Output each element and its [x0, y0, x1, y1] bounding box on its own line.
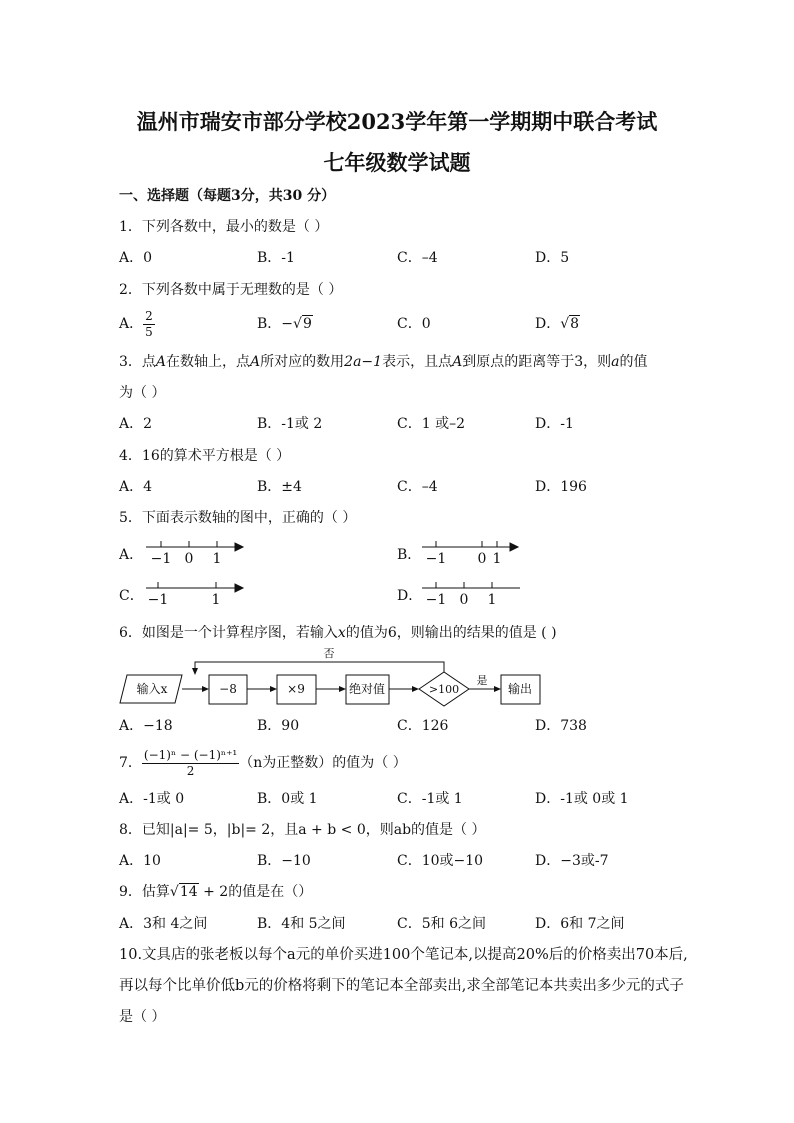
q4-option-d: D．196 [535, 479, 587, 495]
var-x: x [337, 625, 346, 641]
q6-text: 的值为6，则输出的结果的值是 ( ) [345, 625, 557, 641]
tick-label: 0 [459, 592, 469, 608]
q3-text: 所对应的数用 [260, 354, 345, 370]
exam-subtitle: 七年级数学试题 [323, 150, 471, 175]
q8-option-c: C．10或−10 [397, 853, 484, 869]
q4-option-b: B．±4 [257, 479, 302, 495]
arrow-icon [235, 543, 243, 551]
q4-option-a: A．4 [119, 479, 153, 495]
tick-label: 1 [211, 592, 221, 608]
flow-step1-label: −8 [219, 682, 237, 696]
radicand: 8 [570, 316, 580, 332]
q9-option-a: A．3和 4之间 [119, 916, 208, 932]
tick-label: −1 [425, 592, 447, 608]
tick-label: 1 [212, 551, 222, 567]
fraction-denominator: 2 [186, 763, 195, 778]
var-A: A [155, 354, 167, 370]
q3-text: 3．点 [119, 354, 156, 370]
question-10-line1: 10.文具店的张老板以每个a元的单价买进100个笔记本,以提高20%后的价格卖出70本后, [119, 947, 688, 963]
q5-option-d-label: D． [397, 588, 423, 604]
q5-option-b-label: B． [397, 547, 422, 563]
q6-option-b: B．90 [257, 718, 300, 734]
flow-input-label: 输入x [136, 682, 168, 696]
q8-option-a: A．10 [119, 853, 161, 869]
numberline-a [146, 541, 243, 551]
q5-option-a-label: A． [119, 547, 144, 563]
arrow-icon [202, 686, 209, 692]
q8-option-b: B．−10 [257, 853, 311, 869]
q1-option-a: A．0 [119, 250, 153, 266]
q3-text: 的值 [619, 354, 648, 370]
expression: 2a−1 [344, 354, 383, 370]
question-2-stem: 2．下列各数中属于无理数的是（ ） [119, 282, 343, 298]
q7-option-c: C．-1或 1 [397, 791, 463, 807]
question-8-stem: 8．已知|a|= 5，|b|= 2，且a + b < 0，则ab的值是（ ） [119, 822, 486, 838]
fraction-denominator: 5 [145, 324, 153, 339]
question-6-stem [119, 623, 557, 643]
q3-text: 在数轴上，点 [166, 354, 251, 370]
arrow-icon [235, 584, 243, 592]
q7-fraction [142, 748, 239, 779]
q9-option-b: B．4和 5之间 [257, 916, 346, 932]
q3-option-c: C．1 或–2 [397, 416, 465, 432]
question-9-stem [119, 882, 312, 902]
fraction-numerator: (−1)ⁿ − (−1)ⁿ⁺¹ [143, 747, 238, 762]
q9-text: + 2的值是在（） [198, 884, 313, 900]
q9-text: 9．估算 [119, 884, 170, 900]
q3-option-a: A．2 [119, 416, 153, 432]
q7-text: （n为正整数）的值为（ ） [239, 755, 407, 771]
q7-option-a: A．-1或 0 [119, 791, 185, 807]
var-A: A [452, 354, 463, 370]
q3-option-d: D．-1 [535, 416, 574, 432]
question-4-stem: 4．16的算术平方根是（ ） [119, 448, 291, 464]
question-7-stem [119, 744, 407, 782]
numberline-c [146, 582, 243, 592]
arrow-icon [192, 668, 198, 675]
question-10-line2: 再以每个比单价低b元的价格将剩下的笔记本全部卖出,求全部笔记本共卖出多少元的式子 [119, 978, 684, 994]
var-a: a [611, 354, 620, 370]
q3-text: 表示，且点 [382, 354, 453, 370]
q5-option-c-label: C． [119, 588, 144, 604]
question-10-line3: 是（ ） [119, 1009, 166, 1025]
minus-sign: − [281, 316, 294, 332]
sqrt-icon: √ [293, 316, 302, 332]
flow-condition-label: >100 [428, 683, 460, 696]
arrow-icon [412, 686, 419, 692]
q9-option-c: C．5和 6之间 [397, 916, 486, 932]
q2-option-d-label: D． [535, 316, 561, 332]
flow-step2-label: ×9 [287, 682, 305, 696]
flow-yes-label: 是 [476, 674, 488, 687]
q1-option-d: D．5 [535, 250, 570, 266]
numberline-b [422, 541, 518, 551]
q4-option-c: C．–4 [397, 479, 438, 495]
q7-option-d: D．-1或 0或 1 [535, 791, 629, 807]
flow-step3-label: 绝对值 [348, 682, 386, 696]
q1-option-b: B．-1 [257, 250, 295, 266]
tick-label: 1 [487, 592, 497, 608]
tick-label: 1 [492, 551, 502, 567]
arrow-icon [510, 543, 518, 551]
radicand: 14 [179, 884, 198, 900]
radicand: 9 [302, 316, 312, 332]
fraction-numerator: 2 [145, 308, 153, 323]
tick-label: −1 [150, 551, 172, 567]
question-3-stem-line2: 为（ ） [119, 385, 166, 401]
q2-option-a-label: A． [119, 316, 144, 332]
q8-option-d: D．−3或-7 [535, 853, 609, 869]
flow-no-label: 否 [323, 647, 335, 660]
var-A: A [250, 354, 261, 370]
question-1-stem: 1．下列各数中，最小的数是（ ） [119, 219, 329, 235]
tick-label: 0 [477, 551, 487, 567]
tick-label: −1 [147, 592, 169, 608]
q2-option-b-label: B． [257, 316, 282, 332]
q6-option-d: D．738 [535, 718, 587, 734]
q6-option-a: A．−18 [119, 718, 173, 734]
flow-loop-line [195, 662, 444, 672]
section-heading: 一、选择题（每题3分，共30 分） [119, 188, 336, 204]
question-5-stem: 5．下面表示数轴的图中，正确的（ ） [119, 510, 357, 526]
sqrt-icon: √ [560, 316, 570, 332]
q3-option-b: B．-1或 2 [257, 416, 323, 432]
q6-text: 6．如图是一个计算程序图，若输入 [119, 625, 338, 641]
arrow-icon [339, 686, 346, 692]
q7-number: 7． [119, 755, 142, 771]
q3-text: 到原点的距离等于3，则 [462, 354, 612, 370]
tick-label: 0 [184, 551, 194, 567]
tick-label: −1 [425, 551, 447, 567]
q6-option-c: C．126 [397, 718, 449, 734]
q7-option-b: B．0或 1 [257, 791, 318, 807]
arrow-icon [494, 686, 501, 692]
numberline-d [422, 582, 520, 588]
q1-option-c: C．–4 [397, 250, 438, 266]
flow-output-label: 输出 [507, 682, 533, 696]
q2-option-c: C．0 [397, 316, 431, 332]
sqrt-icon: √ [169, 884, 179, 900]
exam-title: 温州市瑞安市部分学校2023学年第一学期期中联合考试 [136, 109, 658, 134]
arrow-icon [270, 686, 277, 692]
q9-option-d: D．6和 7之间 [535, 916, 625, 932]
